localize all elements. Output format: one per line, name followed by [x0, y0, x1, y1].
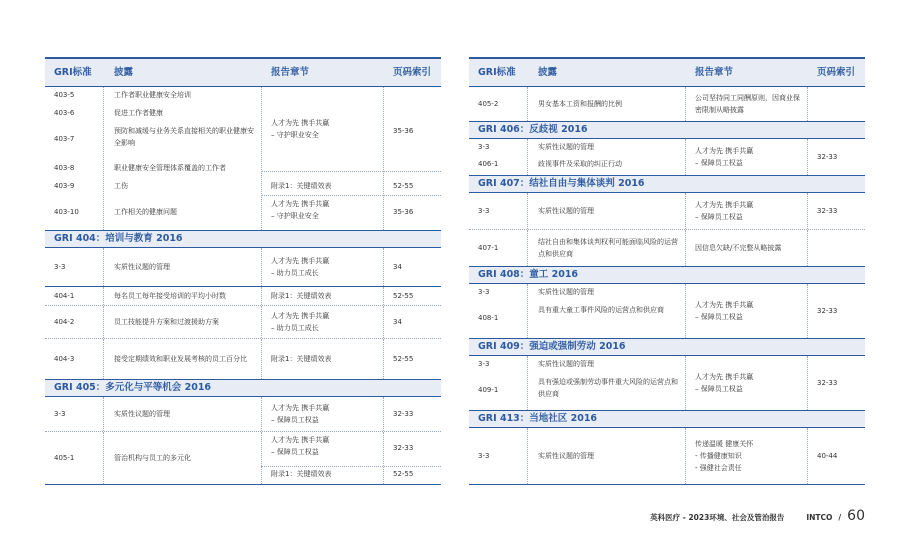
- table-header: [469, 57, 865, 87]
- chapter-cell: 公司坚持同工同酬原则，因商业保密限制从略披露: [695, 93, 800, 114]
- page-cell: 32-33: [817, 206, 838, 215]
- page-cell: 35-36: [393, 127, 414, 135]
- table-row-code: 408-1: [478, 314, 499, 322]
- table-row-disclosure: 实质性议题的管理: [114, 409, 170, 418]
- table-row: [45, 397, 441, 431]
- table-row-disclosure: 具有强迫或强制劳动事件重大风险的运营点和供应商: [538, 378, 678, 399]
- table-row-code: 3-3: [478, 360, 490, 368]
- table-row-disclosure: 职业健康安全管理体系覆盖的工作者: [114, 164, 226, 172]
- table-row-disclosure: 接受定期绩效和职业发展考核的员工百分比: [114, 354, 247, 363]
- table-row-disclosure: 工伤: [114, 182, 128, 190]
- chapter-cell: 附录1：关键绩效表: [271, 182, 332, 190]
- chapter-cell: 人才为先 携手共赢 – 保障员工权益: [695, 200, 754, 221]
- page-cell: 35-36: [393, 208, 414, 216]
- gri-406-block: [469, 139, 865, 175]
- table-row: [45, 338, 441, 379]
- table-row: [469, 193, 865, 229]
- table-row: [469, 229, 865, 266]
- table-row-code: 409-1: [478, 386, 499, 394]
- table-row-code: 403-5: [54, 91, 75, 99]
- table-row-code: 403-7: [54, 135, 75, 143]
- table-row: [45, 248, 441, 286]
- chapter-cell: 人才为先 携手共赢 – 保障员工权益: [695, 372, 754, 393]
- page-cell: 34: [393, 317, 402, 326]
- chapter-cell: 附录1：关键绩效表: [271, 291, 332, 300]
- header-gri-standard: GRI标准: [478, 67, 516, 78]
- footer-separator: /: [838, 513, 842, 522]
- header-report-chapter: 报告章节: [271, 67, 310, 78]
- table-row-disclosure: 预防和减缓与业务关系直接相关的职业健康安全影响: [114, 127, 254, 148]
- table-row-code: 404-1: [54, 291, 75, 300]
- table-row-disclosure: 每名员工每年接受培训的平均小时数: [114, 291, 226, 300]
- page-cell: 40-44: [817, 451, 838, 460]
- table-row-disclosure: 具有重大童工事件风险的运营点和供应商: [538, 306, 664, 314]
- table-row-code: 3-3: [478, 206, 490, 215]
- table-row-code: 3-3: [478, 451, 490, 460]
- table-row-code: 403-8: [54, 164, 75, 172]
- header-page-index: 页码索引: [817, 67, 856, 78]
- table-row-disclosure: 工作者职业健康安全培训: [114, 91, 191, 99]
- gri-409-block: [469, 356, 865, 410]
- table-row: [45, 431, 441, 485]
- gri-408-block: [469, 284, 865, 338]
- table-row-code: 3-3: [54, 262, 66, 271]
- chapter-cell: 因信息欠缺/不完整从略披露: [695, 243, 782, 252]
- section-gri-409: GRI 409：强迫或强制劳动 2016: [469, 338, 865, 356]
- header-disclosure: 披露: [114, 67, 134, 78]
- chapter-cell: 人才为先 携手共赢 – 助力员工成长: [271, 311, 330, 332]
- table-row-disclosure: 实质性议题的管理: [538, 206, 594, 215]
- table-row-code: 3-3: [54, 409, 66, 418]
- table-row-code: 403-6: [54, 109, 75, 117]
- section-gri-413: GRI 413：当地社区 2016: [469, 410, 865, 428]
- section-gri-407: GRI 407：结社自由与集体谈判 2016: [469, 175, 865, 193]
- chapter-cell: 传递温暖 健康关怀 - 传播健康知识 - 强健社会责任: [695, 439, 754, 473]
- section-gri-404: GRI 404：培训与教育 2016: [45, 230, 441, 248]
- table-row-code: 405-1: [54, 453, 75, 462]
- table-row-code: 405-2: [478, 99, 499, 108]
- footer-brand: INTCO: [806, 513, 833, 522]
- page-cell: 32-33: [817, 152, 838, 161]
- page-cell: 34: [393, 262, 402, 271]
- table-row-code: 403-10: [54, 208, 79, 216]
- page-cell: 32-33: [817, 378, 838, 387]
- chapter-cell: 附录1：关键绩效表: [271, 354, 332, 363]
- page-cell: 52-55: [393, 354, 414, 363]
- section-gri-408: GRI 408：童工 2016: [469, 266, 865, 284]
- page-footer: [650, 508, 865, 524]
- table-row-disclosure: 实质性议题的管理: [538, 451, 594, 460]
- table-row-disclosure: 结社自由和集体谈判权利可能面临风险的运营点和供应商: [538, 237, 678, 258]
- table-row-code: 407-1: [478, 243, 499, 252]
- chapter-cell: 人才为先 携手共赢 – 守护职业安全: [271, 119, 330, 140]
- gri-index-table-right: [469, 57, 865, 485]
- page-cell: 32-33: [393, 444, 414, 452]
- chapter-cell: 人才为先 携手共赢 – 保障员工权益: [695, 146, 754, 167]
- table-row-code: 3-3: [478, 288, 490, 296]
- table-row-disclosure: 管治机构与员工的多元化: [114, 453, 191, 462]
- table-header: [45, 57, 441, 87]
- table-row-disclosure: 实质性议题的管理: [538, 360, 594, 368]
- table-row-disclosure: 实质性议题的管理: [538, 143, 594, 151]
- table-row-disclosure: 工作相关的健康问题: [114, 208, 177, 216]
- footer-report-title: 英科医疗 - 2023环境、社会及管治报告: [650, 513, 785, 522]
- gri-403-block: [45, 87, 441, 230]
- table-row: [469, 87, 865, 121]
- table-row-code: 3-3: [478, 143, 490, 151]
- section-gri-405: GRI 405：多元化与平等机会 2016: [45, 379, 441, 397]
- table-row-disclosure: 歧视事件及采取的纠正行动: [538, 160, 622, 168]
- header-disclosure: 披露: [538, 67, 558, 78]
- section-gri-406: GRI 406：反歧视 2016: [469, 121, 865, 139]
- header-report-chapter: 报告章节: [695, 67, 734, 78]
- chapter-cell: 人才为先 携手共赢 – 保障员工权益: [271, 403, 330, 424]
- table-row-code: 404-3: [54, 354, 75, 363]
- table-row-code: 404-2: [54, 317, 75, 326]
- table-row: [45, 286, 441, 305]
- chapter-cell: 附录1：关键绩效表: [271, 470, 332, 478]
- chapter-cell: 人才为先 携手共赢 – 保障员工权益: [271, 436, 330, 457]
- table-row-disclosure: 实质性议题的管理: [114, 262, 170, 271]
- chapter-cell: 人才为先 携手共赢 – 助力员工成长: [271, 256, 330, 277]
- table-row: [45, 305, 441, 338]
- table-row-code: 406-1: [478, 160, 499, 168]
- table-row-disclosure: 促进工作者健康: [114, 109, 163, 117]
- page-number: 60: [847, 508, 865, 524]
- header-page-index: 页码索引: [393, 67, 432, 78]
- chapter-cell: 人才为先 携手共赢 – 保障员工权益: [695, 300, 754, 321]
- header-gri-standard: GRI标准: [54, 67, 92, 78]
- chapter-cell: 人才为先 携手共赢 – 守护职业安全: [271, 200, 330, 221]
- page-cell: 52-55: [393, 470, 414, 478]
- page-cell: 52-55: [393, 182, 414, 190]
- page-cell: 52-55: [393, 291, 414, 300]
- table-row-disclosure: 员工技能提升方案和过渡援助方案: [114, 317, 219, 326]
- table-row-disclosure: 实质性议题的管理: [538, 288, 594, 296]
- table-row-disclosure: 男女基本工资和报酬的比例: [538, 99, 622, 108]
- table-row: [469, 428, 865, 485]
- gri-index-table-left: [45, 57, 441, 485]
- page-cell: 32-33: [393, 409, 414, 418]
- page-cell: 32-33: [817, 306, 838, 315]
- table-row-code: 403-9: [54, 182, 75, 190]
